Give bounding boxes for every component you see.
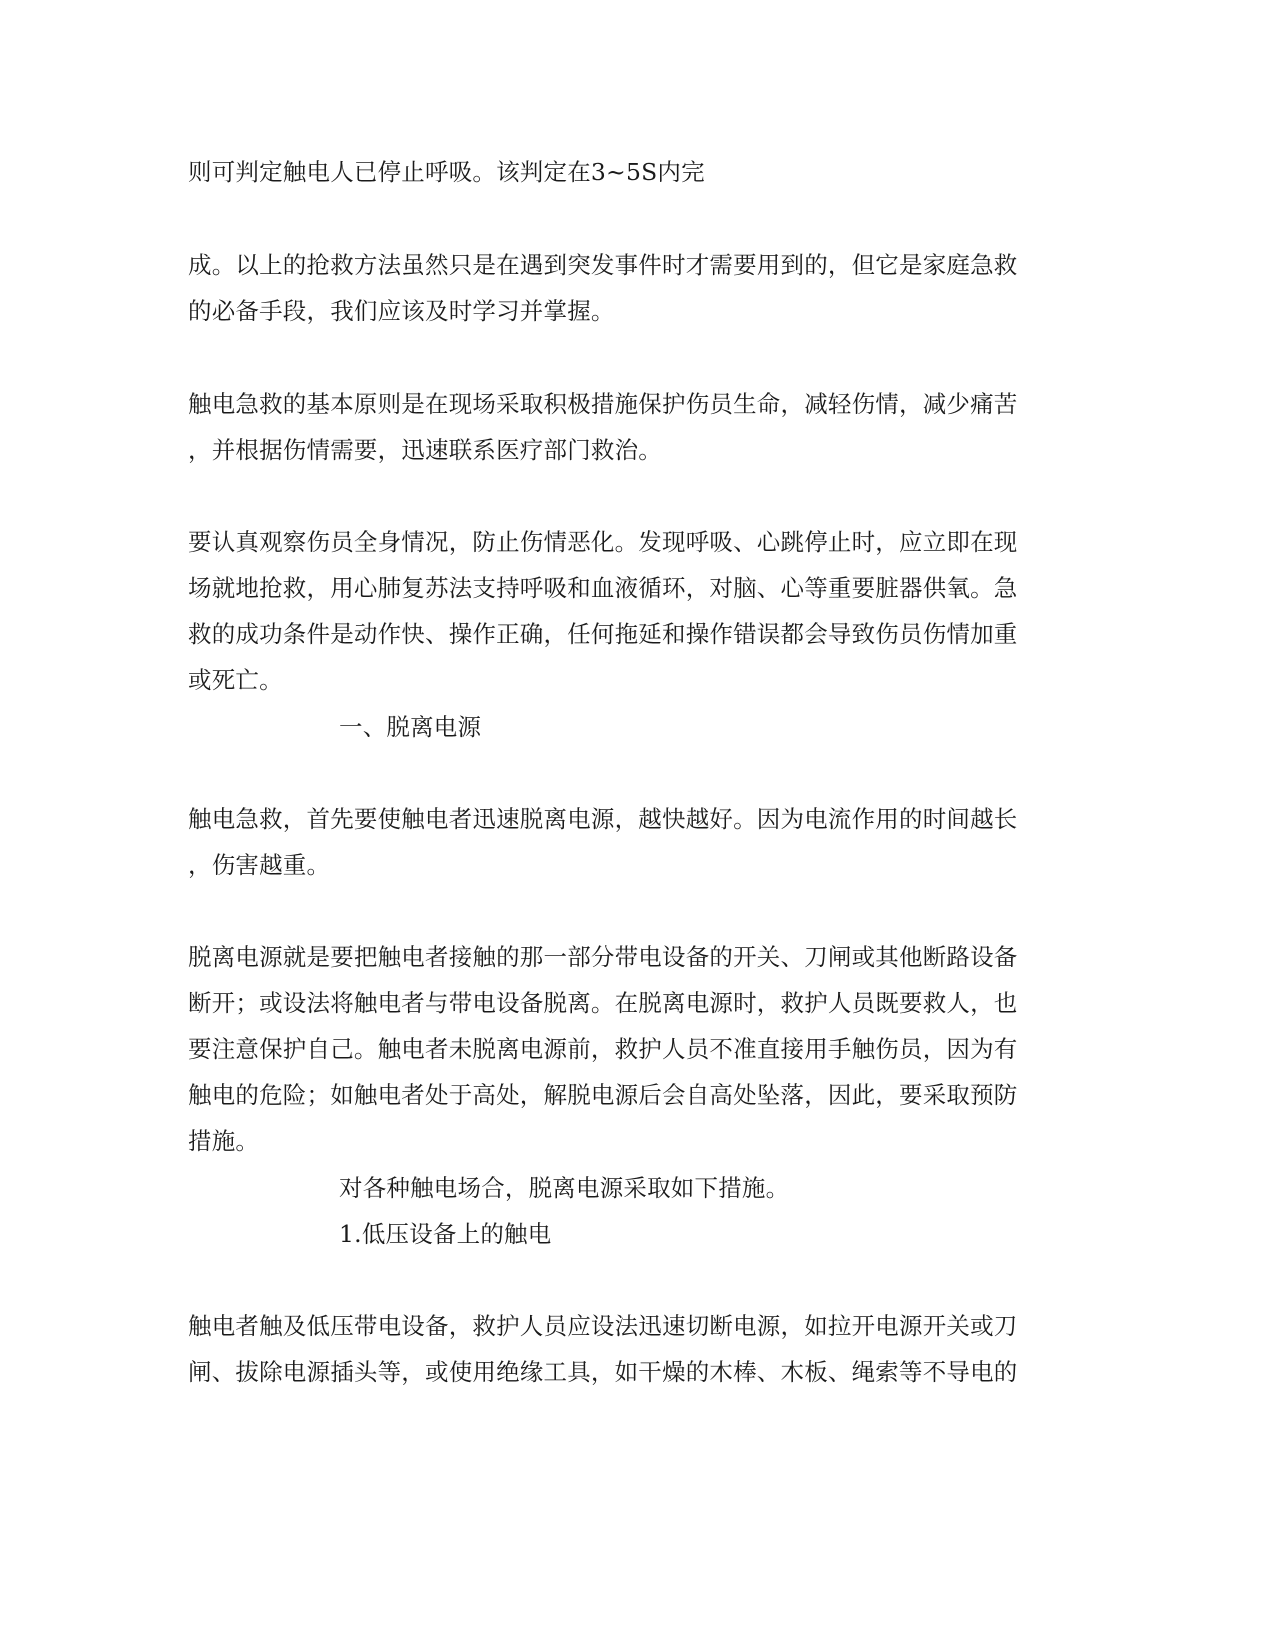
paragraph-line: 的必备手段，我们应该及时学习并掌握。 [188, 297, 615, 325]
paragraph-line: 要注意保护自己。触电者未脱离电源前，救护人员不准直接用手触伤员，因为有 [188, 1035, 1018, 1063]
paragraph-line: 触电急救的基本原则是在现场采取积极措施保护伤员生命，减轻伤情，减少痛苦 [188, 390, 1018, 418]
paragraph-line: 则可判定触电人已停止呼吸。该判定在3~5S内完 [188, 158, 705, 186]
paragraph-line: 闸、拔除电源插头等，或使用绝缘工具，如干燥的木棒、木板、绳索等不导电的 [188, 1358, 1018, 1386]
paragraph-line: 场就地抢救，用心肺复苏法支持呼吸和血液循环，对脑、心等重要脏器供氧。急 [188, 574, 1018, 602]
paragraph-line: 脱离电源就是要把触电者接触的那一部分带电设备的开关、刀闸或其他断路设备 [188, 943, 1018, 971]
paragraph-line: 或死亡。 [188, 666, 283, 694]
paragraph-line: 成。以上的抢救方法虽然只是在遇到突发事件时才需要用到的，但它是家庭急救 [188, 251, 1018, 279]
paragraph-line: 触电者触及低压带电设备，救护人员应设法迅速切断电源，如拉开电源开关或刀 [188, 1312, 1018, 1340]
paragraph-line: 要认真观察伤员全身情况，防止伤情恶化。发现呼吸、心跳停止时，应立即在现 [188, 528, 1018, 556]
paragraph-line: 触电的危险；如触电者处于高处，解脱电源后会自高处坠落，因此，要采取预防 [188, 1081, 1018, 1109]
paragraph-line: 断开；或设法将触电者与带电设备脱离。在脱离电源时，救护人员既要救人，也 [188, 989, 1018, 1017]
paragraph-line: 救的成功条件是动作快、操作正确，任何拖延和操作错误都会导致伤员伤情加重 [188, 620, 1018, 648]
paragraph-line: 触电急救，首先要使触电者迅速脱离电源，越快越好。因为电流作用的时间越长 [188, 805, 1018, 833]
paragraph-line: 措施。 [188, 1127, 260, 1155]
paragraph-line: ，并根据伤情需要，迅速联系医疗部门救治。 [188, 436, 662, 464]
subsection-heading: 1.低压设备上的触电 [339, 1220, 552, 1248]
paragraph-line: 对各种触电场合，脱离电源采取如下措施。 [339, 1174, 790, 1202]
paragraph-line: ，伤害越重。 [188, 851, 331, 879]
section-heading: 一、脱离电源 [339, 713, 482, 741]
